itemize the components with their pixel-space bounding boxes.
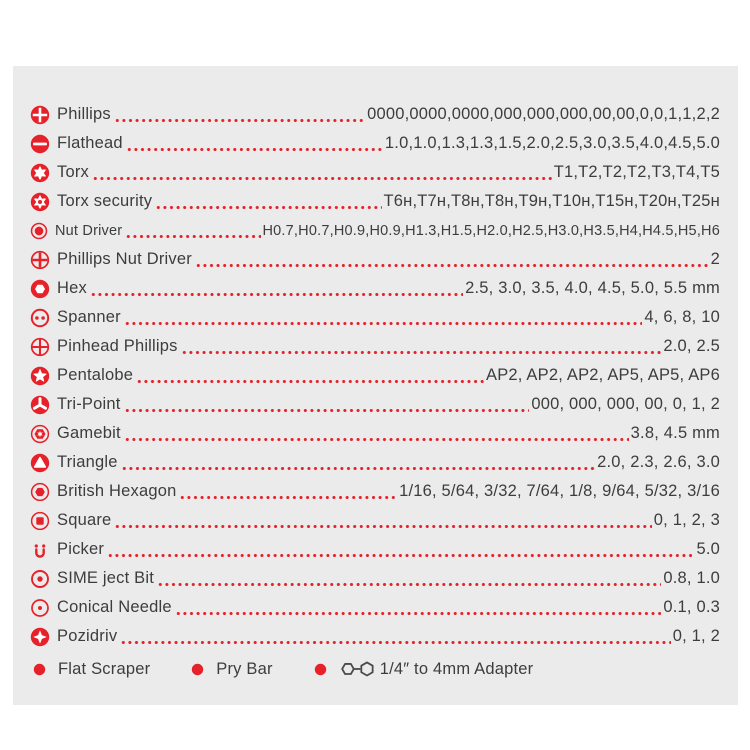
spec-row-pentalobe [30, 361, 720, 390]
spec-row-hex [30, 274, 720, 303]
spanner-icon [30, 308, 50, 328]
dotted-leader [125, 235, 260, 238]
row-values: 3.8, 4.5 mm [630, 424, 720, 442]
row-values: T6ʜ,T7ʜ,T8ʜ,T8ʜ,T9ʜ,T10ʜ,T15ʜ,T20ʜ,T25ʜ [383, 192, 720, 210]
row-values: 4, 6, 8, 10 [644, 308, 720, 326]
row-values: 2.0, 2.5 [663, 337, 720, 355]
dotted-leader [107, 554, 694, 557]
footer-item-pry-bar [188, 660, 272, 679]
dotted-leader [124, 322, 643, 325]
sime-ject-bit-icon [30, 569, 50, 589]
dotted-leader [181, 351, 662, 354]
row-label: Torx security [57, 192, 153, 210]
dotted-leader [136, 380, 484, 383]
bullet-icon [311, 660, 330, 679]
footer-item-label: 1/4″ to 4mm Adapter [379, 659, 534, 678]
bullet-icon [30, 660, 49, 679]
dotted-leader [124, 409, 530, 412]
row-label: Square [57, 511, 112, 529]
pozidriv-icon [30, 627, 50, 647]
conical-needle-icon [30, 598, 50, 618]
gamebit-icon [30, 424, 50, 444]
spec-row-phillips [30, 100, 720, 129]
spec-row-flathead [30, 129, 720, 158]
spec-row-british-hexagon [30, 477, 720, 506]
row-values: 0, 1, 2, 3 [653, 511, 720, 529]
row-label: Triangle [57, 453, 118, 471]
dotted-leader [121, 467, 596, 470]
dotted-leader [124, 438, 629, 441]
dotted-leader [155, 206, 381, 209]
footer-row [30, 654, 720, 684]
torx-icon [30, 163, 50, 183]
dotted-leader [114, 525, 651, 528]
spec-row-square [30, 506, 720, 535]
row-values: 1.0,1.0,1.3,1.3,1.5,2.0,2.5,3.0,3.5,4.0,4.5,5.0 [384, 134, 720, 152]
spec-row-conical-needle [30, 593, 720, 622]
tri-point-icon [30, 395, 50, 415]
bullet-icon [188, 660, 207, 679]
row-values: AP2, AP2, AP2, AP5, AP5, AP6 [485, 366, 720, 384]
row-values: 1/16, 5/64, 3/32, 7/64, 1/8, 9/64, 5/32, 3/16 [399, 482, 720, 500]
row-values: T1,T2,T2,T2,T3,T4,T5 [553, 163, 720, 181]
row-label: Flathead [57, 134, 123, 152]
spec-row-spanner [30, 303, 720, 332]
adapter-icon [339, 660, 377, 679]
pentalobe-icon [30, 366, 50, 386]
spec-row-gamebit [30, 419, 720, 448]
row-label: British Hexagon [57, 482, 177, 500]
spec-row-nut-driver [30, 216, 720, 245]
footer-item-label: Pry Bar [216, 659, 273, 678]
dotted-leader [92, 177, 552, 180]
spec-row-sime-ject-bit [30, 564, 720, 593]
dotted-leader [90, 293, 463, 296]
square-icon [30, 511, 50, 531]
spec-row-phillips-nut-driver [30, 245, 720, 274]
row-values: 0.1, 0.3 [663, 598, 720, 616]
row-values: 000, 000, 000, 00, 0, 1, 2 [531, 395, 720, 413]
row-label: Pinhead Phillips [57, 337, 178, 355]
row-values: 2.5, 3.0, 3.5, 4.0, 4.5, 5.0, 5.5 mm [465, 279, 720, 297]
row-label: Hex [57, 279, 87, 297]
spec-row-tri-point [30, 390, 720, 419]
row-values: 5.0 [696, 540, 720, 558]
phillips-nut-driver-icon [30, 250, 50, 270]
row-values: 0000,0000,0000,000,000,000,00,00,0,0,1,1,2,2 [367, 105, 720, 123]
spec-panel [13, 66, 738, 705]
row-label: Phillips Nut Driver [57, 250, 192, 268]
spec-row-pozidriv [30, 622, 720, 651]
triangle-icon [30, 453, 50, 473]
spec-row-torx [30, 158, 720, 187]
row-label: Torx [57, 163, 89, 181]
row-label: Nut Driver [55, 222, 123, 239]
row-label: Conical Needle [57, 598, 172, 616]
phillips-icon [30, 105, 50, 125]
dotted-leader [175, 612, 662, 615]
torx-security-icon [30, 192, 50, 212]
row-label: Tri-Point [57, 395, 121, 413]
row-label: Pentalobe [57, 366, 134, 384]
row-label: Pozidriv [57, 627, 118, 645]
spec-list [30, 100, 720, 651]
british-hexagon-icon [30, 482, 50, 502]
row-label: Gamebit [57, 424, 121, 442]
row-label: Spanner [57, 308, 121, 326]
dotted-leader [179, 496, 397, 499]
dotted-leader [120, 641, 670, 644]
row-label: SIME ject Bit [57, 569, 155, 587]
dotted-leader [126, 148, 383, 151]
footer-item-1-4-to-4mm-adapter [311, 660, 534, 679]
spec-row-pinhead-phillips [30, 332, 720, 361]
row-values: 2 [710, 250, 720, 268]
picker-icon [30, 540, 50, 560]
spec-row-picker [30, 535, 720, 564]
nut-driver-icon [30, 222, 48, 240]
dotted-leader [114, 119, 365, 122]
footer-item-label: Flat Scraper [58, 659, 151, 678]
row-values: 2.0, 2.3, 2.6, 3.0 [597, 453, 720, 471]
spec-row-triangle [30, 448, 720, 477]
dotted-leader [195, 264, 709, 267]
hex-icon [30, 279, 50, 299]
footer-item-flat-scraper [30, 660, 150, 679]
pinhead-phillips-icon [30, 337, 50, 357]
row-values: 0, 1, 2 [672, 627, 720, 645]
spec-row-torx-security [30, 187, 720, 216]
row-values: H0.7,H0.7,H0.9,H0.9,H1.3,H1.5,H2.0,H2.5,H3.0,H3.5,H4,H4.5,H5,H6 [262, 222, 720, 239]
flathead-icon [30, 134, 50, 154]
row-label: Picker [57, 540, 105, 558]
row-values: 0.8, 1.0 [663, 569, 720, 587]
dotted-leader [157, 583, 661, 586]
row-label: Phillips [57, 105, 111, 123]
